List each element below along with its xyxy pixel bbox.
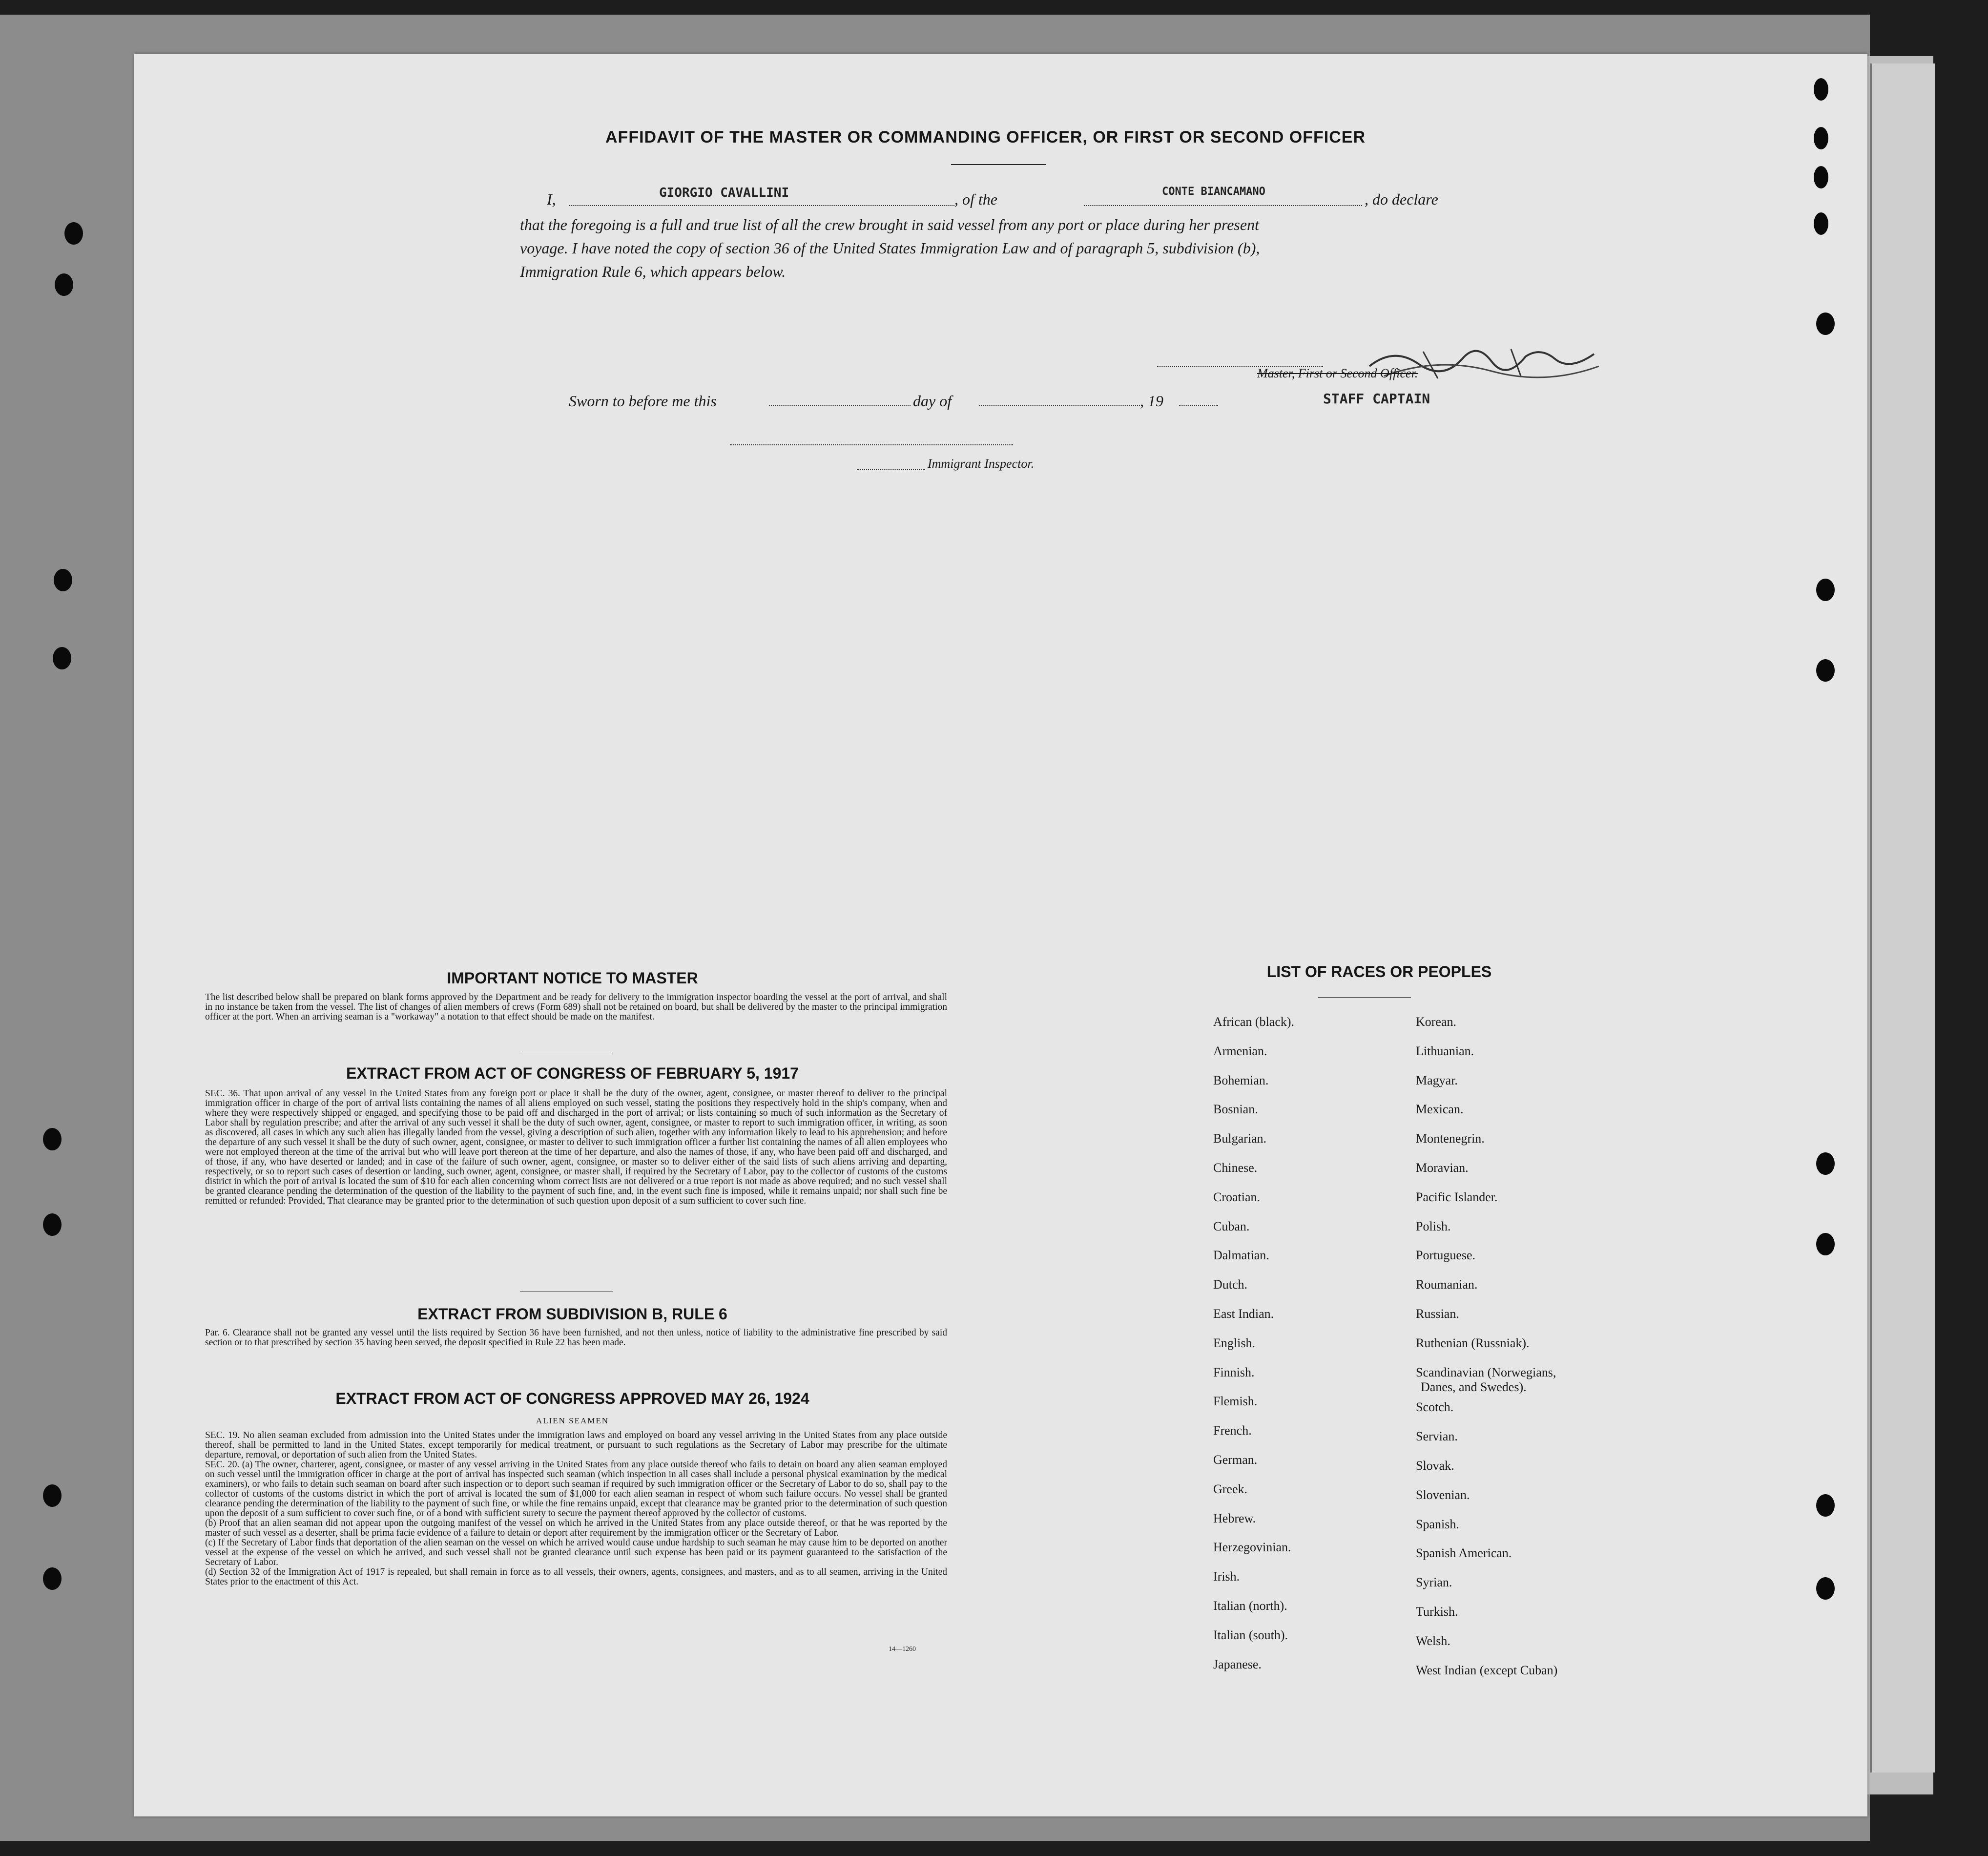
binder-hole-icon bbox=[1816, 1152, 1835, 1175]
extract-1917-text: SEC. 36. That upon arrival of any vessel in the United States from any foreign port or place it shall be the duty of the owner, agent, consignee, or master thereof to deliver to the principal immigration officer in charge of the port of arrival lists containing the names of all aliens employed on such vessel, stating the positions they respectively hold in the ship's company, when and where they were respectively shipped or engaged, and specifying those to be paid off and discharged in the port of arrival; or lists containing so much of such information as the Secretary of Labor shall by regulation prescribe; and after the arrival of any such vessel it shall be the duty of such owner, agent, consignee, or master to report to such immigration officer, in writing, as soon as discovered, all cases in which any such alien has illegally landed from the vessel, giving a description of such alien, together with any information likely to lead to his apprehension; and before the departure of any such vessel it shall be the duty of such owner, agent, consignee, or master to deliver to such immigration officer a further list containing the names of all alien employees who were not employed thereon at the time of the arrival but who will leave port thereon at the time of her departure, and also the names of those, if any, who have been paid off and discharged, and of those, if any, who have deserted or landed; and in case of the failure of such owner, agent, consignee, or master so to deliver either of the said lists of such aliens arriving and departing, respectively, or so to report such cases of desertion or landing, such owner, agent, consignee, or master shall, if required by the Secretary of Labor, pay to the collector of customs of the customs district in which the port of arrival is located the sum of $10 for each alien concerning whom correct lists are not delivered or a true report is not made as above required; and no such vessel shall be granted clearance pending the determination of the question of the liability to the payment of such fine, and, in the event such fine is imposed, while it remains unpaid; nor shall such fine be remitted or refunded: Provided, That clearance may be granted prior to the determination of such question upon deposit of a sum sufficient to cover such fine. bbox=[205, 1088, 947, 1206]
binder-hole-icon bbox=[1814, 78, 1828, 101]
race-item: Ruthenian (Russniak). bbox=[1416, 1335, 1530, 1350]
binder-hole-icon bbox=[1816, 313, 1835, 335]
master-name: GIORGIO CAVALLINI bbox=[659, 186, 789, 200]
race-item: Mexican. bbox=[1416, 1102, 1464, 1117]
sworn-label: Sworn to before me this bbox=[569, 392, 717, 410]
race-item: Chinese. bbox=[1213, 1161, 1258, 1175]
race-item: Spanish. bbox=[1416, 1517, 1459, 1531]
race-item: Servian. bbox=[1416, 1429, 1458, 1444]
sworn-year-line bbox=[1179, 405, 1218, 406]
form-number: 14—1260 bbox=[889, 1646, 916, 1653]
affidavit-line-3: voyage. I have noted the copy of section 36 of the United States Immigration Law and of paragraph 5, subdivision (b), bbox=[520, 239, 1260, 257]
race-item: East Indian. bbox=[1213, 1307, 1274, 1321]
sec20a-text: SEC. 20. (a) The owner, charterer, agent, consignee, or master of any vessel arriving in the United States from any place outside thereof who fails to detain on board any alien seaman employed on such vessel until the immigration officer in charge at the port of arrival has inspected such seaman (which inspection in all cases shall include a personal physical examination by the medical examiners), or who fails to detain such seaman on board after such inspection or to deport such seaman if required by such immigration officer or the Secretary of Labor to do so, shall pay to the collector of customs of the customs district in which the port of arrival is located the sum of $1,000 for each alien seaman in respect of whom such failure occurs. No vessel shall be granted clearance pending the determination of the liability to the payment of such fine, or while the fine remains unpaid, except that clearance may be granted prior to the determination of such question upon the deposit of a sum sufficient to cover such fine, or of a bond with sufficient surety to secure the payment thereof approved by the collector of customs. bbox=[205, 1460, 947, 1519]
race-item: Korean. bbox=[1416, 1015, 1457, 1029]
binder-hole-icon bbox=[43, 1213, 62, 1236]
affidavit-line-4: Immigration Rule 6, which appears below. bbox=[520, 263, 786, 280]
binder-hole-icon bbox=[43, 1567, 62, 1590]
inspector-label: Immigrant Inspector. bbox=[928, 457, 1035, 471]
race-item: Polish. bbox=[1416, 1219, 1451, 1233]
race-item: Moravian. bbox=[1416, 1161, 1469, 1175]
races-heading: LIST OF RACES OR PEOPLES bbox=[1266, 963, 1492, 980]
race-item: Pacific Islander. bbox=[1416, 1189, 1498, 1204]
officer-signature bbox=[1365, 337, 1618, 391]
race-item: Slovenian. bbox=[1416, 1487, 1470, 1502]
binder-hole-icon bbox=[1814, 166, 1828, 188]
extract-rule6-heading: EXTRACT FROM SUBDIVISION B, RULE 6 bbox=[417, 1305, 727, 1323]
race-item: Scandinavian (Norwegians, bbox=[1416, 1365, 1556, 1379]
race-item: Dutch. bbox=[1213, 1277, 1248, 1292]
race-item: Irish. bbox=[1213, 1569, 1240, 1584]
binder-hole-icon bbox=[1816, 579, 1835, 601]
race-item: Italian (south). bbox=[1213, 1627, 1288, 1642]
race-item: Turkish. bbox=[1416, 1604, 1458, 1619]
notice-heading: IMPORTANT NOTICE TO MASTER bbox=[447, 969, 698, 987]
binder-hole-icon bbox=[1816, 1577, 1835, 1600]
binder-hole-icon bbox=[1816, 659, 1835, 682]
sec20c-text: (c) If the Secretary of Labor finds that deportation of the alien seaman on the vessel on which he arrived would cause undue hardship to such seaman he may cause him to be deported on another vessel at the expense of the vessel on which he arrived, and such vessel shall not be granted clearance until such expense has been paid or its payment guaranteed to the satisfaction of the Secretary of Labor. bbox=[205, 1538, 947, 1567]
extract-1924-text bbox=[205, 1431, 947, 1587]
race-item: Bulgarian. bbox=[1213, 1131, 1267, 1146]
binder-hole-icon bbox=[55, 273, 73, 296]
binder-hole-icon bbox=[43, 1128, 62, 1150]
binder-hole-icon bbox=[1814, 127, 1828, 149]
race-item: West Indian (except Cuban) bbox=[1416, 1663, 1558, 1677]
inspector-signature-line bbox=[730, 444, 1013, 445]
race-item: Greek. bbox=[1213, 1481, 1248, 1496]
affidavit-i-label: I, bbox=[547, 190, 556, 208]
sworn-month-line bbox=[979, 405, 1140, 406]
race-item: Bohemian. bbox=[1213, 1073, 1269, 1087]
race-item: French. bbox=[1213, 1423, 1252, 1438]
binder-hole-icon bbox=[43, 1484, 62, 1507]
year-label: , 19 bbox=[1140, 392, 1163, 410]
race-item: Lithuanian. bbox=[1416, 1043, 1474, 1058]
extract-1917-heading: EXTRACT FROM ACT OF CONGRESS OF FEBRUARY 5, 1917 bbox=[346, 1064, 799, 1082]
race-item: Finnish. bbox=[1213, 1365, 1255, 1379]
race-item: Roumanian. bbox=[1416, 1277, 1478, 1292]
vessel-name-line bbox=[1084, 205, 1362, 206]
affidavit-line-2: that the foregoing is a full and true list of all the crew brought in said vessel from any port or place during her present bbox=[520, 216, 1259, 233]
sec19-text: SEC. 19. No alien seaman excluded from admission into the United States under the immigration laws and employed on board any vessel arriving in the United States from any place outside thereof, shall be permitted to land in the United States, except temporarily for medical treatment, or pursuant to such regulations as the Secretary of Labor may prescribe for the ultimate departure, removal, or deportation of such alien from the United States. bbox=[205, 1430, 947, 1460]
manifest-page bbox=[134, 54, 1867, 1816]
race-item: Flemish. bbox=[1213, 1394, 1258, 1409]
binder-hole-icon bbox=[53, 647, 71, 669]
race-item: Scotch. bbox=[1416, 1400, 1454, 1415]
vessel-name: CONTE BIANCAMANO bbox=[1162, 186, 1265, 198]
binder-hole-icon bbox=[54, 569, 72, 591]
race-item: Spanish American. bbox=[1416, 1546, 1512, 1561]
race-item: Welsh. bbox=[1416, 1633, 1450, 1648]
officer-title-typed: STAFF CAPTAIN bbox=[1323, 391, 1430, 407]
sec20b-text: (b) Proof that an alien seaman did not appear upon the outgoing manifest of the vessel on which he arrived in the United States from any place outside thereof, or that he was reported by the master of such vessel as a deserter, shall be prima facie evidence of a failure to detain or deport after requirement by the immigration officer or the Secretary of Labor. bbox=[205, 1518, 947, 1538]
binder-hole-icon bbox=[1816, 1233, 1835, 1255]
race-item: Japanese. bbox=[1213, 1657, 1262, 1671]
race-item: Slovak. bbox=[1416, 1458, 1454, 1473]
race-item: Armenian. bbox=[1213, 1043, 1267, 1058]
race-item: Bosnian. bbox=[1213, 1102, 1258, 1117]
race-item: Herzegovinian. bbox=[1213, 1540, 1291, 1555]
race-item: Syrian. bbox=[1416, 1575, 1452, 1590]
affidavit-title: AFFIDAVIT OF THE MASTER OR COMMANDING OFFICER, OR FIRST OR SECOND OFFICER bbox=[605, 128, 1366, 146]
extract-rule6-text: Par. 6. Clearance shall not be granted any vessel until the lists required by Section 36 have been furnished, and not then unless, notice of liability to the administrative fine prescribed by said section or to that prescribed by section 35 having been served, the deposit specified in Rule 22 has been made. bbox=[205, 1328, 947, 1348]
race-item: African (black). bbox=[1213, 1015, 1295, 1029]
inspector-line-short bbox=[857, 469, 925, 470]
race-item: Cuban. bbox=[1213, 1219, 1250, 1233]
race-item: Montenegrin. bbox=[1416, 1131, 1485, 1146]
race-item: Croatian. bbox=[1213, 1189, 1261, 1204]
of-the-label: , of the bbox=[954, 190, 997, 208]
notice-text: The list described below shall be prepared on blank forms approved by the Department and be ready for delivery to the immigration inspector boarding the vessel at the port of arrival, and shall in no instance be taken from the vessel. The list of changes of alien members of crews (Form 689) shall not be retained on board, but shall be delivered by the master to the principal immigration officer at the port. When an arriving seaman is a "workaway" a notation to that effect should be made on the manifest. bbox=[205, 992, 947, 1022]
race-item: Russian. bbox=[1416, 1307, 1459, 1321]
extract-1924-heading: EXTRACT FROM ACT OF CONGRESS APPROVED MAY 26, 1924 bbox=[335, 1390, 809, 1407]
underlying-sheet-edge bbox=[1870, 63, 1935, 1773]
race-item: Portuguese. bbox=[1416, 1248, 1476, 1263]
race-item: Hebrew. bbox=[1213, 1511, 1256, 1525]
binder-hole-icon bbox=[1816, 1494, 1835, 1517]
bleed-through bbox=[476, 405, 485, 422]
race-item: Magyar. bbox=[1416, 1073, 1458, 1087]
races-rule bbox=[1318, 997, 1411, 998]
day-of-label: day of bbox=[913, 392, 952, 410]
race-item: English. bbox=[1213, 1335, 1255, 1350]
sec20d-text: (d) Section 32 of the Immigration Act of 1917 is repealed, but shall remain in force as to all vessels, their owners, agents, consignees, and masters, and as to all seamen, arriving in the United States prior to the enactment of this Act. bbox=[205, 1567, 947, 1587]
race-item: German. bbox=[1213, 1453, 1258, 1467]
title-rule bbox=[951, 164, 1046, 165]
race-item: Italian (north). bbox=[1213, 1599, 1287, 1613]
race-item: Danes, and Swedes). bbox=[1421, 1379, 1527, 1394]
officer-title-struck: Master, First or Second Officer. bbox=[1257, 366, 1418, 380]
do-declare-label: , do declare bbox=[1365, 190, 1438, 208]
binder-hole-icon bbox=[1814, 212, 1828, 235]
master-name-line bbox=[569, 205, 954, 206]
race-item: Dalmatian. bbox=[1213, 1248, 1269, 1263]
alien-seamen-subheading: ALIEN SEAMEN bbox=[536, 1416, 609, 1425]
binder-hole-icon bbox=[64, 222, 83, 245]
sworn-day-line bbox=[769, 405, 911, 406]
